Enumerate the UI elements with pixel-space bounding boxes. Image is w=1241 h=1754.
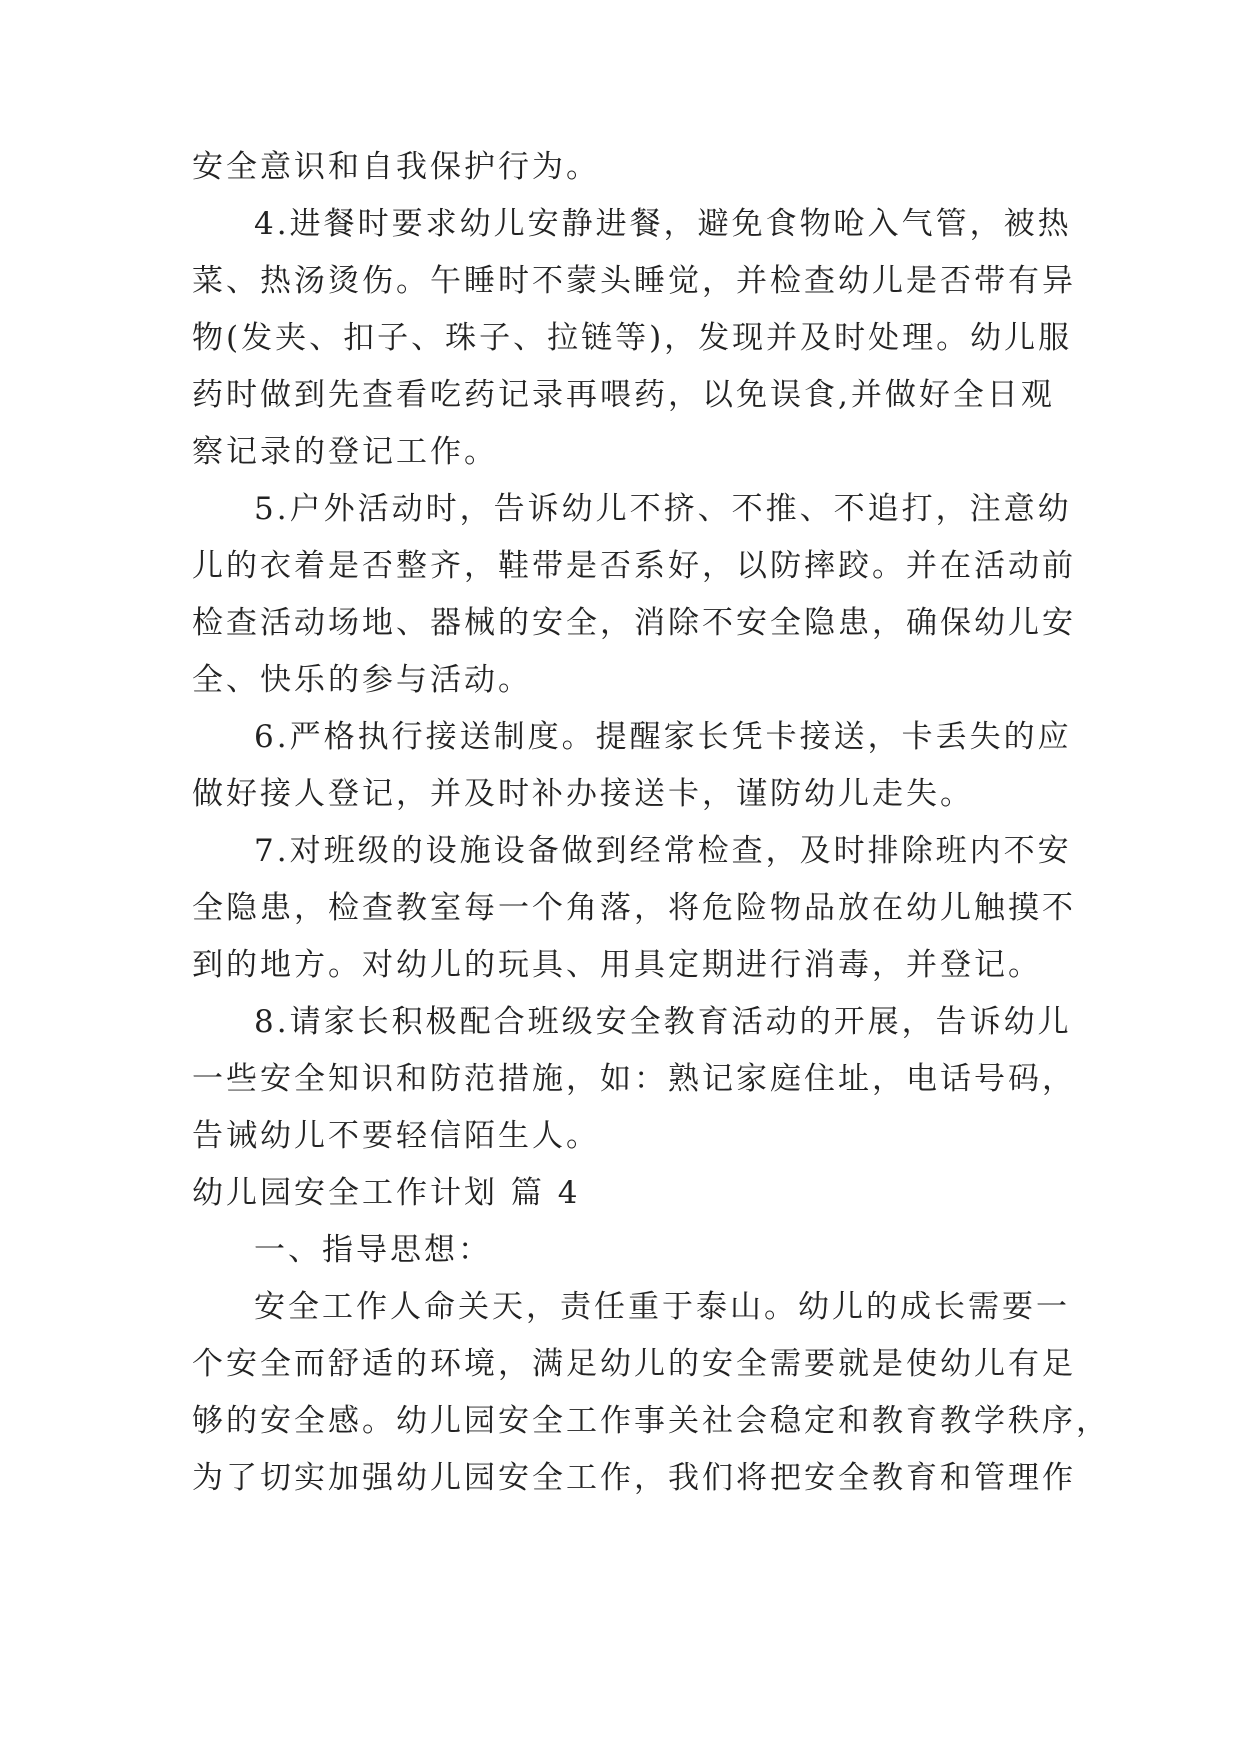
text-line: 告诫幼儿不要轻信陌生人。 (192, 1118, 600, 1154)
text-line: 做好接人登记，并及时补办接送卡，谨防幼儿走失。 (192, 776, 974, 812)
text-line: 够的安全感。幼儿园安全工作事关社会稳定和教育教学秩序， (192, 1403, 1110, 1439)
text-line: 个安全而舒适的环境，满足幼儿的安全需要就是使幼儿有足 (192, 1346, 1076, 1382)
text-line: 一些安全知识和防范措施，如：熟记家庭住址，电话号码， (192, 1061, 1076, 1097)
paragraph-8-start: 8.请家长积极配合班级安全教育活动的开展，告诉幼儿 (254, 1004, 1072, 1040)
paragraph-4-start: 4.进餐时要求幼儿安静进餐，避免食物呛入气管，被热 (254, 206, 1072, 242)
text-line: 全隐患，检查教室每一个角落，将危险物品放在幼儿触摸不 (192, 890, 1076, 926)
subsection-heading: 一、指导思想： (254, 1232, 492, 1268)
text-line: 为了切实加强幼儿园安全工作，我们将把安全教育和管理作 (192, 1460, 1076, 1496)
text-line: 菜、热汤烫伤。午睡时不蒙头睡觉，并检查幼儿是否带有异 (192, 263, 1076, 299)
paragraph-6-start: 6.严格执行接送制度。提醒家长凭卡接送，卡丢失的应 (254, 719, 1072, 755)
section-heading: 幼儿园安全工作计划 篇 4 (192, 1175, 581, 1211)
paragraph-start: 安全工作人命关天，责任重于泰山。幼儿的成长需要一 (254, 1289, 1070, 1325)
text-line: 检查活动场地、器械的安全，消除不安全隐患，确保幼儿安 (192, 605, 1076, 641)
text-line: 物(发夹、扣子、珠子、拉链等)，发现并及时处理。幼儿服 (192, 320, 1073, 356)
paragraph-5-start: 5.户外活动时，告诉幼儿不挤、不推、不追打，注意幼 (254, 491, 1072, 527)
paragraph-7-start: 7.对班级的设施设备做到经常检查，及时排除班内不安 (254, 833, 1072, 869)
text-line: 儿的衣着是否整齐，鞋带是否系好，以防摔跤。并在活动前 (192, 548, 1076, 584)
text-line: 安全意识和自我保护行为。 (192, 149, 600, 185)
text-line: 到的地方。对幼儿的玩具、用具定期进行消毒，并登记。 (192, 947, 1042, 983)
text-line: 药时做到先查看吃药记录再喂药，以免误食,并做好全日观 (192, 377, 1055, 413)
text-line: 察记录的登记工作。 (192, 434, 498, 470)
text-line: 全、快乐的参与活动。 (192, 662, 532, 698)
